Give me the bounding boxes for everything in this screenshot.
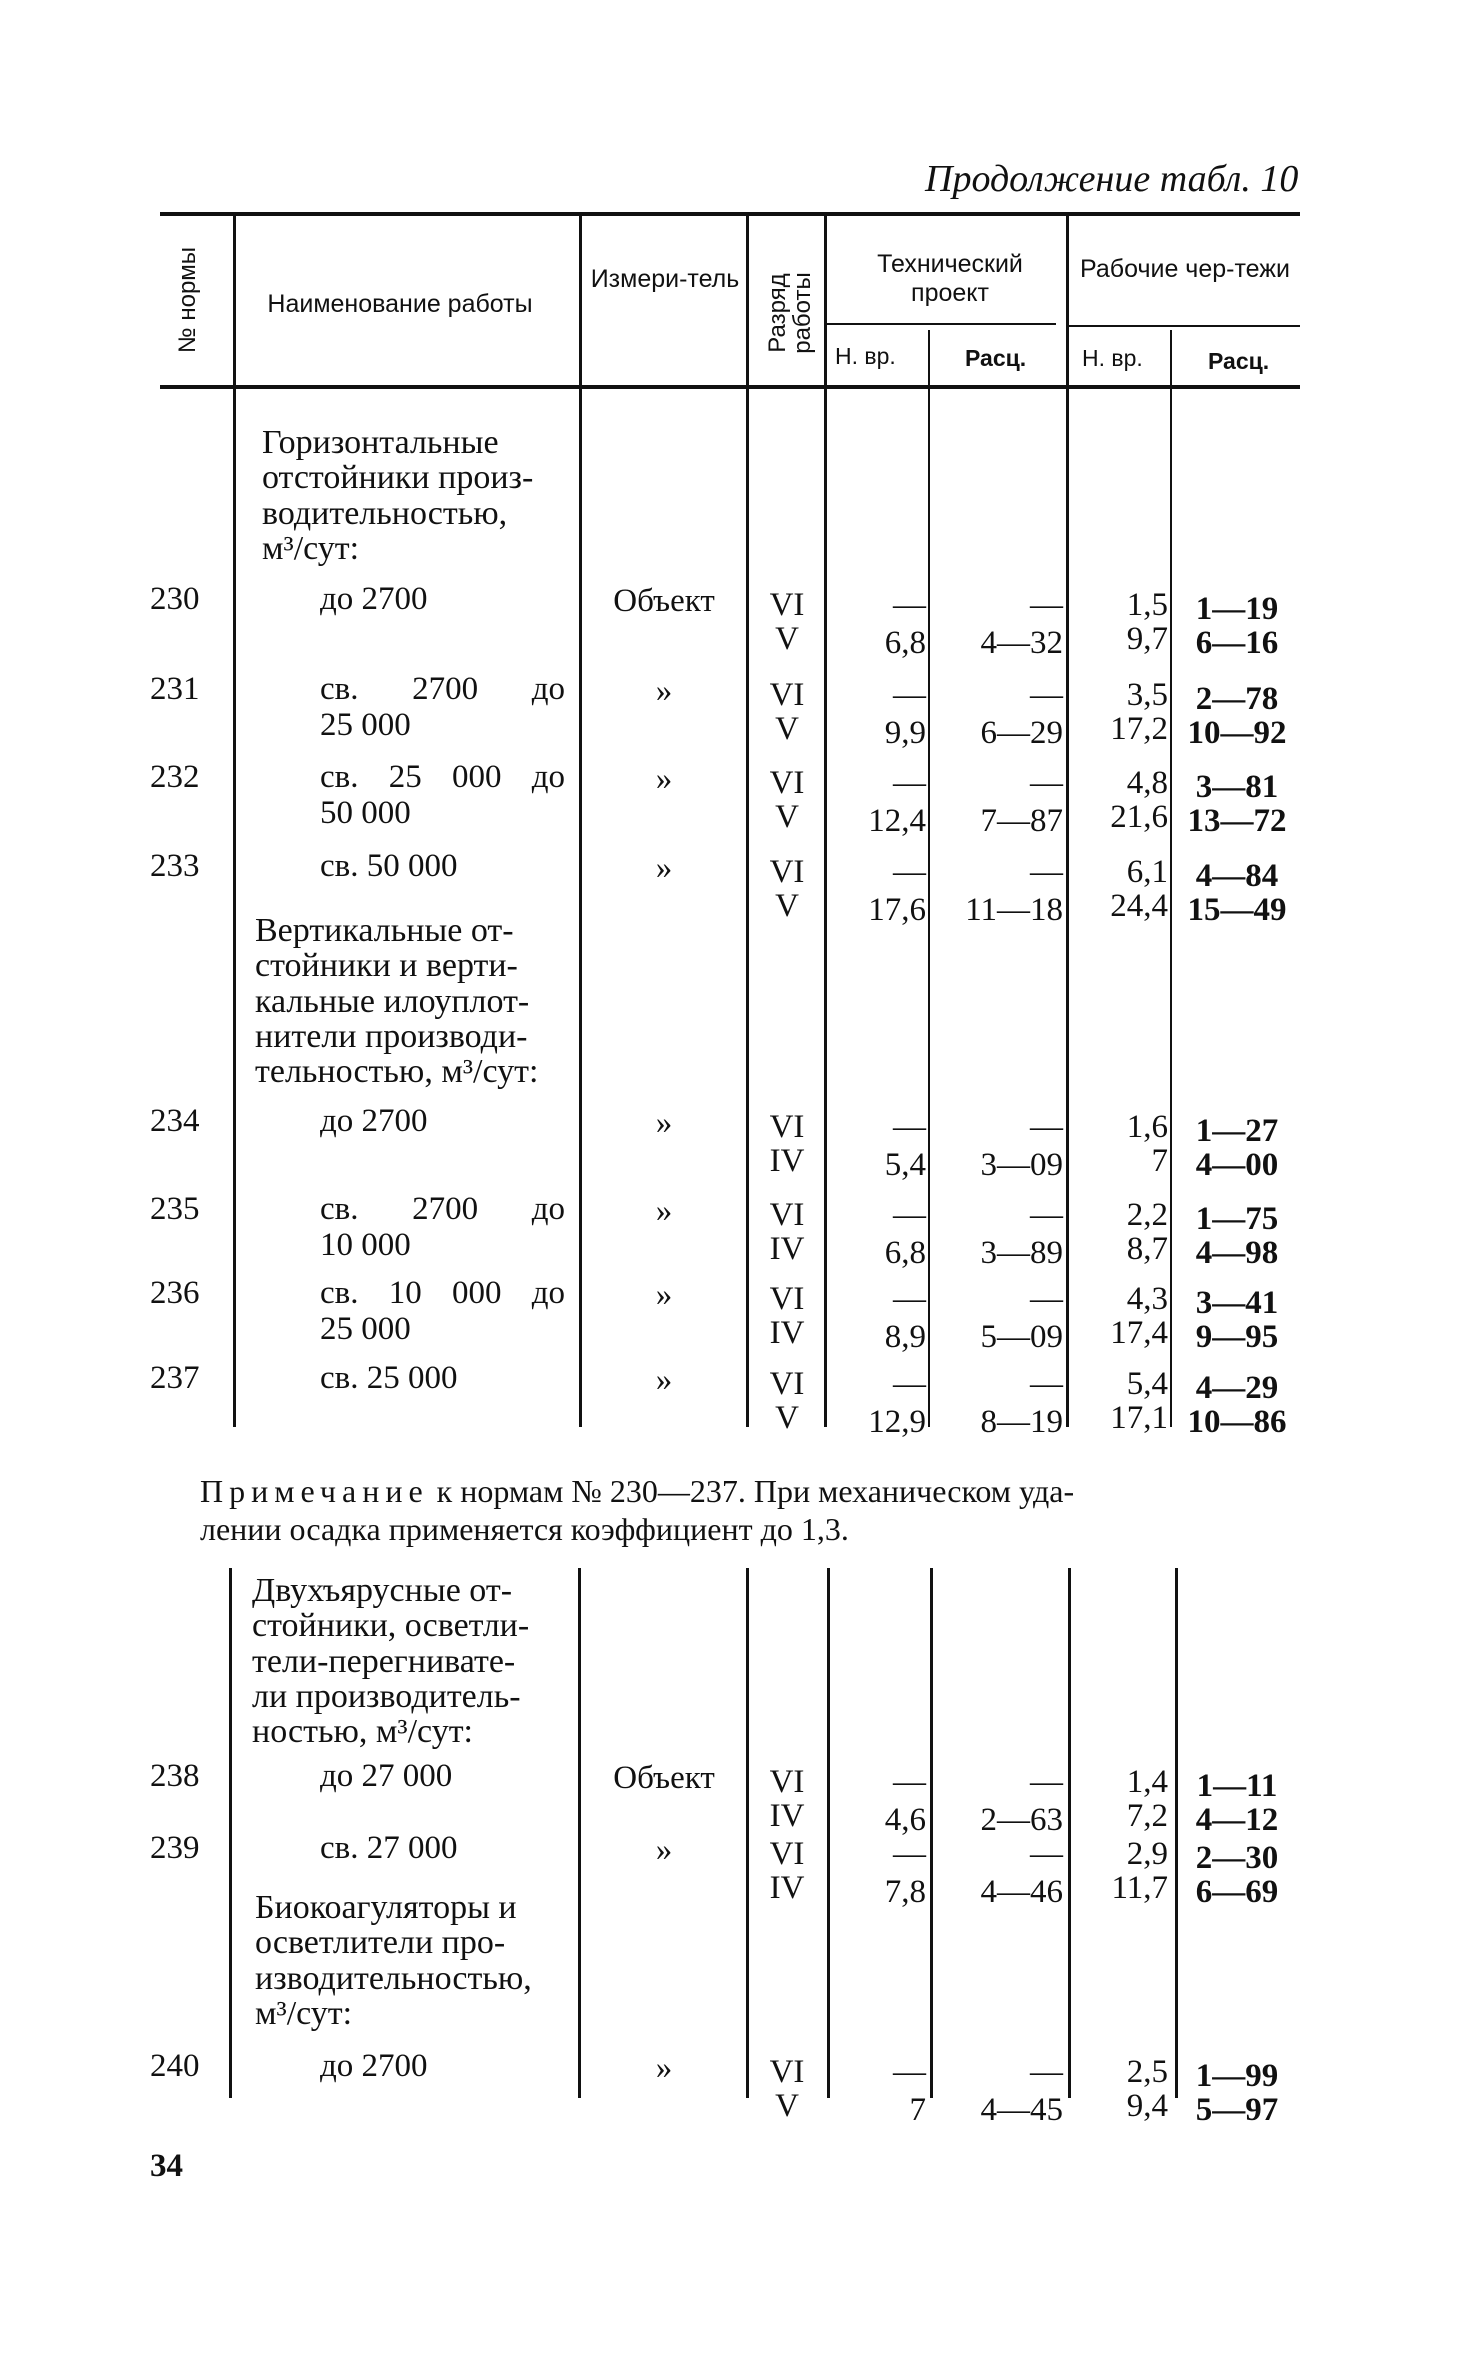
tp-time-norm: —: [893, 1836, 926, 1872]
section-line: стойники и верти-: [255, 947, 518, 985]
meter: »: [655, 1277, 673, 1313]
norm-number: 231: [150, 671, 200, 707]
work-rank: V: [775, 799, 799, 835]
wd-time-norm: 9,4: [1126, 2088, 1168, 2124]
work-rank: VI: [769, 1109, 805, 1145]
work-name: 25 000: [320, 1311, 411, 1347]
note: [200, 1472, 1074, 1549]
wd-rate: 2—78: [1195, 681, 1279, 717]
vrule-b2: [578, 1568, 581, 2098]
wd-rate: 10—86: [1187, 1404, 1287, 1440]
norm-number: 239: [150, 1830, 200, 1866]
section-line: кальные илоуплот-: [255, 982, 530, 1020]
wd-time-norm: 17,2: [1110, 711, 1168, 747]
vrule-b1: [229, 1568, 232, 2098]
header-tech-project: Технический проект: [877, 250, 1023, 307]
section-line: Двухъярусные от-: [252, 1572, 513, 1609]
tp-rate: 5—09: [980, 1319, 1063, 1355]
section-line: Биокоагуляторы и: [255, 1889, 517, 1926]
wd-time-norm: 9,7: [1126, 621, 1168, 657]
wd-time-norm: 2,5: [1126, 2054, 1168, 2090]
header-meter-text: Измери-тель: [590, 265, 740, 293]
tp-rate: 4—46: [980, 1874, 1063, 1910]
section-line: тели-перегниватe-: [252, 1642, 516, 1680]
section-line: м³/сут:: [255, 1995, 353, 2033]
tp-time-norm: —: [893, 765, 926, 801]
vrule-a1: [233, 215, 236, 1427]
section-title-two-tier: [252, 1573, 529, 1750]
wd-time-norm: 8,7: [1126, 1231, 1168, 1267]
wd-rate: 1—27: [1195, 1113, 1279, 1149]
section-line: Горизонтальные: [262, 424, 499, 461]
work-name: св. 2700 до: [320, 671, 565, 707]
header-mid-rule-1: [826, 323, 1056, 325]
note-line-1: [200, 1472, 1074, 1510]
tp-time-norm: —: [893, 1109, 926, 1145]
wd-time-norm: 1,5: [1126, 587, 1168, 623]
section-line: тельностью, м³/сут:: [255, 1053, 539, 1091]
work-rank: V: [775, 621, 799, 657]
section-line: стойники, осветли-: [252, 1607, 530, 1645]
work-rank: IV: [769, 1870, 805, 1906]
tp-rate: —: [1030, 1197, 1063, 1233]
vrule-a6: [1066, 215, 1069, 1427]
tp-rate: —: [1030, 854, 1063, 890]
work-rank: IV: [769, 1143, 805, 1179]
note-lead: Примечание: [200, 1473, 429, 1509]
work-rank: V: [775, 2088, 799, 2124]
header-tp-time: Н. вр.: [835, 343, 896, 369]
wd-rate: 2—30: [1195, 1840, 1279, 1876]
wd-time-norm: 3,5: [1126, 677, 1168, 713]
work-name: 10 000: [320, 1227, 411, 1263]
wd-rate: 9—95: [1195, 1319, 1279, 1355]
header-norm-no: № нормы: [174, 246, 201, 354]
tp-rate: —: [1030, 2054, 1063, 2090]
wd-rate: 4—84: [1195, 858, 1279, 894]
tp-rate: —: [1030, 1109, 1063, 1145]
tp-rate: 2—63: [980, 1802, 1063, 1838]
norm-number: 230: [150, 581, 200, 617]
work-rank: VI: [769, 587, 805, 623]
header-bottom-rule: [160, 385, 1300, 389]
tp-time-norm: —: [893, 2054, 926, 2090]
tp-time-norm: —: [893, 677, 926, 713]
section-title-horizontal: [262, 425, 533, 566]
tp-time-norm: 6,8: [884, 1235, 926, 1271]
wd-time-norm: 2,9: [1126, 1836, 1168, 1872]
vrule-b3: [746, 1568, 749, 2098]
meter: Объект: [613, 583, 715, 619]
header-mid-rule-2: [1068, 325, 1300, 327]
section-line: осветлители про-: [255, 1924, 506, 1962]
section-line: изводительностью,: [255, 1959, 532, 1997]
work-rank: VI: [769, 2054, 805, 2090]
work-rank: V: [775, 1400, 799, 1436]
wd-rate: 1—19: [1195, 591, 1279, 627]
vrule-b5: [930, 1568, 933, 2098]
tp-rate: —: [1030, 587, 1063, 623]
tp-time-norm: —: [893, 854, 926, 890]
wd-rate: 6—16: [1195, 625, 1279, 661]
section-line: ли производитель-: [252, 1678, 521, 1716]
meter: »: [655, 1105, 673, 1141]
wd-time-norm: 7,2: [1126, 1798, 1168, 1834]
header-rank: Разряд работы: [764, 272, 817, 354]
norm-number: 235: [150, 1191, 200, 1227]
tp-time-norm: 17,6: [868, 892, 926, 928]
tp-time-norm: 7: [909, 2092, 926, 2128]
wd-time-norm: 5,4: [1126, 1366, 1168, 1402]
work-name: св. 25 000: [320, 1360, 458, 1396]
work-rank: VI: [769, 1764, 805, 1800]
tp-time-norm: 9,9: [884, 715, 926, 751]
norm-number: 236: [150, 1275, 200, 1311]
section-title-biocoagulators: [255, 1890, 532, 2031]
section-line: м³/сут:: [262, 530, 360, 568]
section-line: ностью, м³/сут:: [252, 1713, 473, 1751]
vrule-a5: [928, 330, 930, 1427]
work-name: св. 50 000: [320, 848, 458, 884]
meter: »: [655, 1832, 673, 1868]
work-name: св. 25 000 до: [320, 759, 565, 795]
work-rank: IV: [769, 1315, 805, 1351]
vrule-a4: [824, 215, 827, 1427]
wd-time-norm: 17,4: [1110, 1315, 1168, 1351]
wd-rate: 3—81: [1195, 769, 1279, 805]
wd-rate: 6—69: [1195, 1874, 1279, 1910]
note-text-1: к нормам № 230—237. При механическом уда-: [436, 1473, 1075, 1509]
wd-time-norm: 4,8: [1126, 765, 1168, 801]
vrule-a2: [579, 215, 582, 1427]
tp-time-norm: —: [893, 587, 926, 623]
meter: »: [655, 1193, 673, 1229]
work-name: 50 000: [320, 795, 411, 831]
tp-rate: 3—09: [980, 1147, 1063, 1183]
wd-rate: 5—97: [1195, 2092, 1279, 2128]
tp-rate: —: [1030, 677, 1063, 713]
table-continuation-caption: Продолжение табл. 10: [925, 158, 1299, 200]
tp-rate: 6—29: [980, 715, 1063, 751]
meter: Объект: [613, 1760, 715, 1796]
norm-number: 232: [150, 759, 200, 795]
work-rank: IV: [769, 1231, 805, 1267]
norm-number: 237: [150, 1360, 200, 1396]
wd-time-norm: 6,1: [1126, 854, 1168, 890]
wd-rate: 4—29: [1195, 1370, 1279, 1406]
tp-rate: 3—89: [980, 1235, 1063, 1271]
vrule-a7: [1170, 330, 1172, 1427]
wd-rate: 1—75: [1195, 1201, 1279, 1237]
tp-time-norm: —: [893, 1764, 926, 1800]
work-rank: VI: [769, 1281, 805, 1317]
work-name: до 2700: [320, 581, 428, 617]
tp-time-norm: —: [893, 1197, 926, 1233]
work-rank: VI: [769, 677, 805, 713]
wd-rate: 3—41: [1195, 1285, 1279, 1321]
meter: »: [655, 1362, 673, 1398]
tp-time-norm: 8,9: [884, 1319, 926, 1355]
vrule-b6: [1068, 1568, 1071, 2098]
norm-number: 240: [150, 2048, 200, 2084]
wd-rate: 13—72: [1187, 803, 1287, 839]
wd-rate: 1—11: [1196, 1768, 1278, 1804]
header-wd-rate: Расц.: [1208, 348, 1270, 374]
header-tp-rate: Расц.: [965, 345, 1027, 371]
wd-rate: 1—99: [1195, 2058, 1279, 2094]
work-name: до 27 000: [320, 1758, 453, 1794]
tp-rate: 11—18: [965, 892, 1063, 928]
section-line: отстойники произ-: [262, 459, 534, 497]
work-name: св. 27 000: [320, 1830, 458, 1866]
work-rank: VI: [769, 1366, 805, 1402]
header-meter: [590, 265, 740, 294]
work-rank: V: [775, 888, 799, 924]
work-name: св. 2700 до: [320, 1191, 565, 1227]
work-name: до 2700: [320, 1103, 428, 1139]
section-line: водительностью,: [262, 494, 508, 532]
header-top-rule: [160, 212, 1300, 216]
tp-rate: —: [1030, 1764, 1063, 1800]
work-name: до 2700: [320, 2048, 428, 2084]
vrule-b4: [827, 1568, 830, 2098]
tp-time-norm: —: [893, 1281, 926, 1317]
wd-time-norm: 17,1: [1110, 1400, 1168, 1436]
work-rank: VI: [769, 765, 805, 801]
wd-time-norm: 4,3: [1126, 1281, 1168, 1317]
tp-time-norm: 6,8: [884, 625, 926, 661]
work-rank: VI: [769, 854, 805, 890]
work-name: 25 000: [320, 707, 411, 743]
meter: »: [655, 761, 673, 797]
work-rank: V: [775, 711, 799, 747]
section-title-vertical: [255, 913, 538, 1090]
header-wd-time: Н. вр.: [1082, 345, 1143, 371]
meter: »: [655, 850, 673, 886]
section-line: Вертикальные от-: [255, 912, 514, 949]
tp-time-norm: 12,9: [868, 1404, 926, 1440]
wd-time-norm: 2,2: [1126, 1197, 1168, 1233]
tp-rate: 7—87: [980, 803, 1063, 839]
tp-time-norm: —: [893, 1366, 926, 1402]
norm-number: 233: [150, 848, 200, 884]
tp-rate: 8—19: [980, 1404, 1063, 1440]
tp-rate: —: [1030, 765, 1063, 801]
wd-rate: 4—00: [1195, 1147, 1279, 1183]
tp-rate: —: [1030, 1836, 1063, 1872]
wd-rate: 4—98: [1195, 1235, 1279, 1271]
tp-rate: —: [1030, 1366, 1063, 1402]
wd-time-norm: 11,7: [1111, 1870, 1168, 1906]
wd-time-norm: 1,6: [1126, 1109, 1168, 1145]
header-work-name: Наименование работы: [267, 290, 533, 318]
tp-time-norm: 7,8: [884, 1874, 926, 1910]
tp-time-norm: 4,6: [884, 1802, 926, 1838]
work-rank: VI: [769, 1836, 805, 1872]
tp-rate: 4—45: [980, 2092, 1063, 2128]
wd-rate: 15—49: [1187, 892, 1287, 928]
wd-time-norm: 21,6: [1110, 799, 1168, 835]
work-rank: VI: [769, 1197, 805, 1233]
meter: »: [655, 673, 673, 709]
norm-number: 238: [150, 1758, 200, 1794]
tp-time-norm: 12,4: [868, 803, 926, 839]
tp-time-norm: 5,4: [884, 1147, 926, 1183]
page-number: 34: [150, 2148, 183, 2184]
section-line: нители производи-: [255, 1018, 528, 1056]
wd-rate: 10—92: [1187, 715, 1287, 751]
note-text-2: лении осадка применяется коэффициент до 1,3.: [200, 1511, 849, 1548]
header-work-drawings: Рабочие чер-тежи: [1080, 255, 1290, 283]
tp-rate: 4—32: [980, 625, 1063, 661]
wd-time-norm: 24,4: [1110, 888, 1168, 924]
tp-rate: —: [1030, 1281, 1063, 1317]
vrule-a3: [746, 215, 749, 1427]
wd-time-norm: 1,4: [1126, 1764, 1168, 1800]
wd-rate: 4—12: [1195, 1802, 1279, 1838]
work-rank: IV: [769, 1798, 805, 1834]
work-name: св. 10 000 до: [320, 1275, 565, 1311]
wd-time-norm: 7: [1151, 1143, 1168, 1179]
norm-number: 234: [150, 1103, 200, 1139]
meter: »: [655, 2050, 673, 2086]
